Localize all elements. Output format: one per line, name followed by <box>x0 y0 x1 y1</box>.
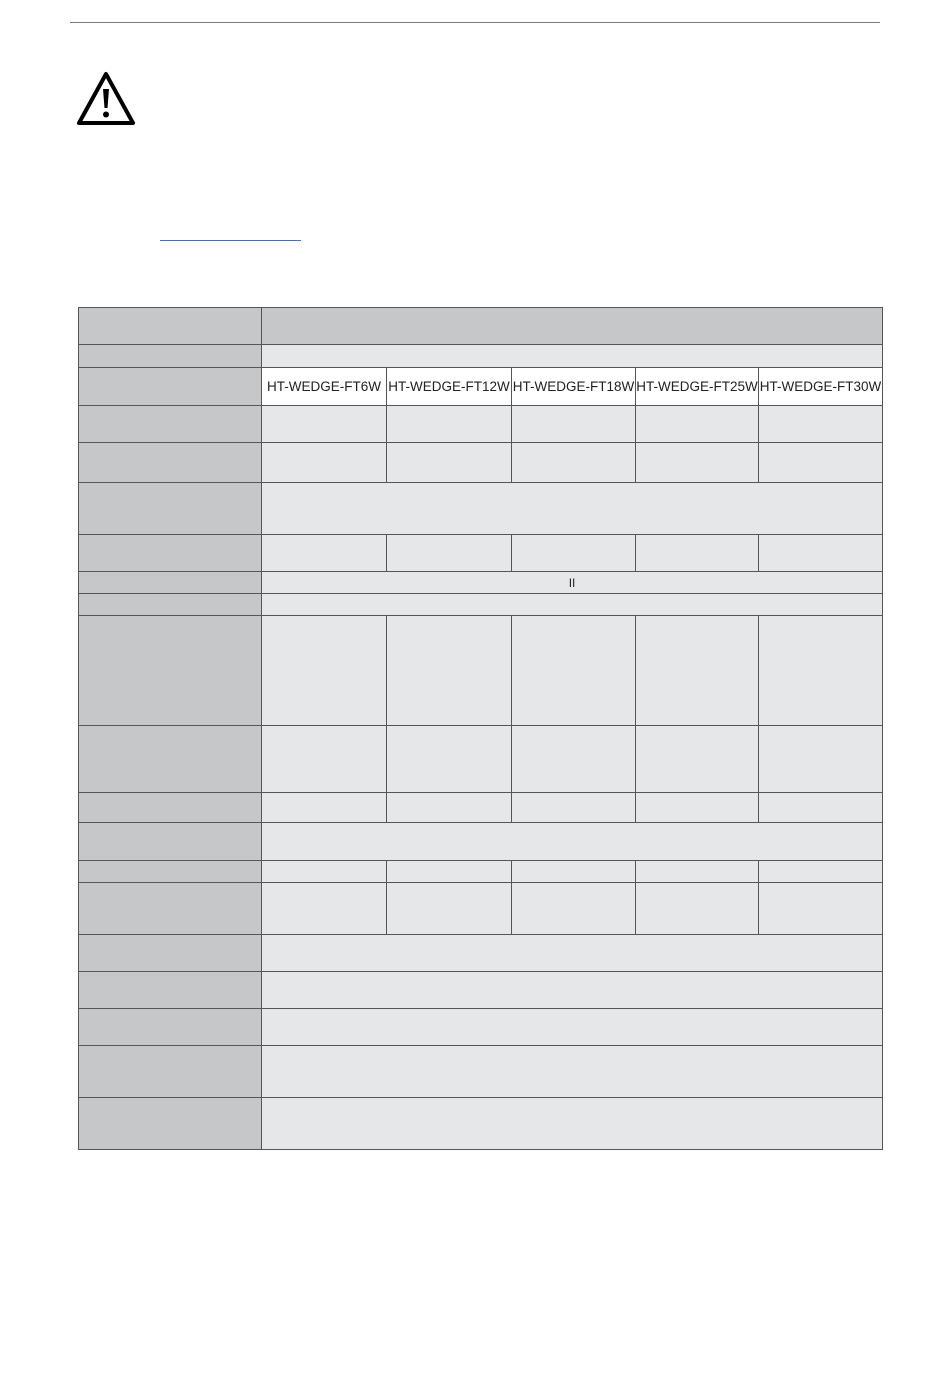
table-row <box>79 345 883 368</box>
row-label <box>79 861 262 883</box>
table-row <box>79 616 883 726</box>
cell <box>636 883 759 935</box>
cell <box>262 793 387 823</box>
model-cell: HT-WEDGE-FT18W <box>512 368 636 406</box>
cell <box>636 861 759 883</box>
row-value <box>262 1098 883 1150</box>
row-label <box>79 406 262 443</box>
cell <box>387 793 512 823</box>
header-title-cell <box>262 308 883 345</box>
row-label <box>79 572 262 594</box>
row-label <box>79 935 262 972</box>
warning-icon <box>76 70 136 126</box>
cell <box>387 883 512 935</box>
row-value <box>262 935 883 972</box>
table-row <box>79 1009 883 1046</box>
cell <box>262 443 387 483</box>
row-value <box>262 594 883 616</box>
cell <box>512 793 636 823</box>
cell <box>512 883 636 935</box>
row-label <box>79 368 262 406</box>
table-row <box>79 1046 883 1098</box>
table-row <box>79 823 883 861</box>
cell <box>262 861 387 883</box>
row-label <box>79 972 262 1009</box>
row-label <box>79 823 262 861</box>
cell <box>262 726 387 793</box>
table-row <box>79 793 883 823</box>
row-label <box>79 535 262 572</box>
row-value <box>262 483 883 535</box>
table-row <box>79 935 883 972</box>
row-label <box>79 793 262 823</box>
row-value <box>262 972 883 1009</box>
row-label <box>79 1098 262 1150</box>
row-label <box>79 483 262 535</box>
cell <box>512 616 636 726</box>
cell <box>636 443 759 483</box>
model-cell: HT-WEDGE-FT30W <box>759 368 883 406</box>
cell <box>759 406 883 443</box>
cell <box>636 406 759 443</box>
cell <box>512 406 636 443</box>
hyperlink[interactable] <box>160 240 301 241</box>
cell <box>387 616 512 726</box>
row-label <box>79 726 262 793</box>
cell <box>262 883 387 935</box>
row-label <box>79 883 262 935</box>
cell <box>759 726 883 793</box>
cell <box>512 726 636 793</box>
cell <box>512 535 636 572</box>
cell <box>759 443 883 483</box>
table-row <box>79 406 883 443</box>
cell <box>512 443 636 483</box>
cell <box>759 616 883 726</box>
table-row <box>79 535 883 572</box>
model-row <box>79 368 883 406</box>
cell <box>387 406 512 443</box>
cell <box>636 793 759 823</box>
table-row <box>79 726 883 793</box>
table-row <box>79 1098 883 1150</box>
row-label <box>79 616 262 726</box>
table-row <box>79 443 883 483</box>
cell <box>262 535 387 572</box>
model-cell: HT-WEDGE-FT25W <box>636 368 759 406</box>
cell <box>636 535 759 572</box>
row-label <box>79 1046 262 1098</box>
row-label <box>79 1009 262 1046</box>
row-label <box>79 594 262 616</box>
row-label <box>79 443 262 483</box>
header-rule <box>70 22 880 23</box>
table-row <box>79 883 883 935</box>
cell <box>759 793 883 823</box>
row-value <box>262 823 883 861</box>
row-value <box>262 345 883 368</box>
model-cell: HT-WEDGE-FT6W <box>262 368 387 406</box>
cell <box>636 616 759 726</box>
protection-class-row <box>79 572 883 594</box>
spec-table <box>78 307 883 1150</box>
protection-class-value: II <box>262 572 883 594</box>
table-row <box>79 483 883 535</box>
cell <box>636 726 759 793</box>
cell <box>387 861 512 883</box>
table-row <box>79 594 883 616</box>
cell <box>262 406 387 443</box>
cell <box>262 616 387 726</box>
cell <box>759 861 883 883</box>
table-header-row <box>79 308 883 345</box>
row-label <box>79 345 262 368</box>
cell <box>387 443 512 483</box>
cell <box>512 861 636 883</box>
cell <box>387 535 512 572</box>
cell <box>759 535 883 572</box>
header-label-cell <box>79 308 262 345</box>
model-cell: HT-WEDGE-FT12W <box>387 368 512 406</box>
cell <box>759 883 883 935</box>
row-value <box>262 1046 883 1098</box>
row-value <box>262 1009 883 1046</box>
cell <box>387 726 512 793</box>
table-row <box>79 861 883 883</box>
table-row <box>79 972 883 1009</box>
